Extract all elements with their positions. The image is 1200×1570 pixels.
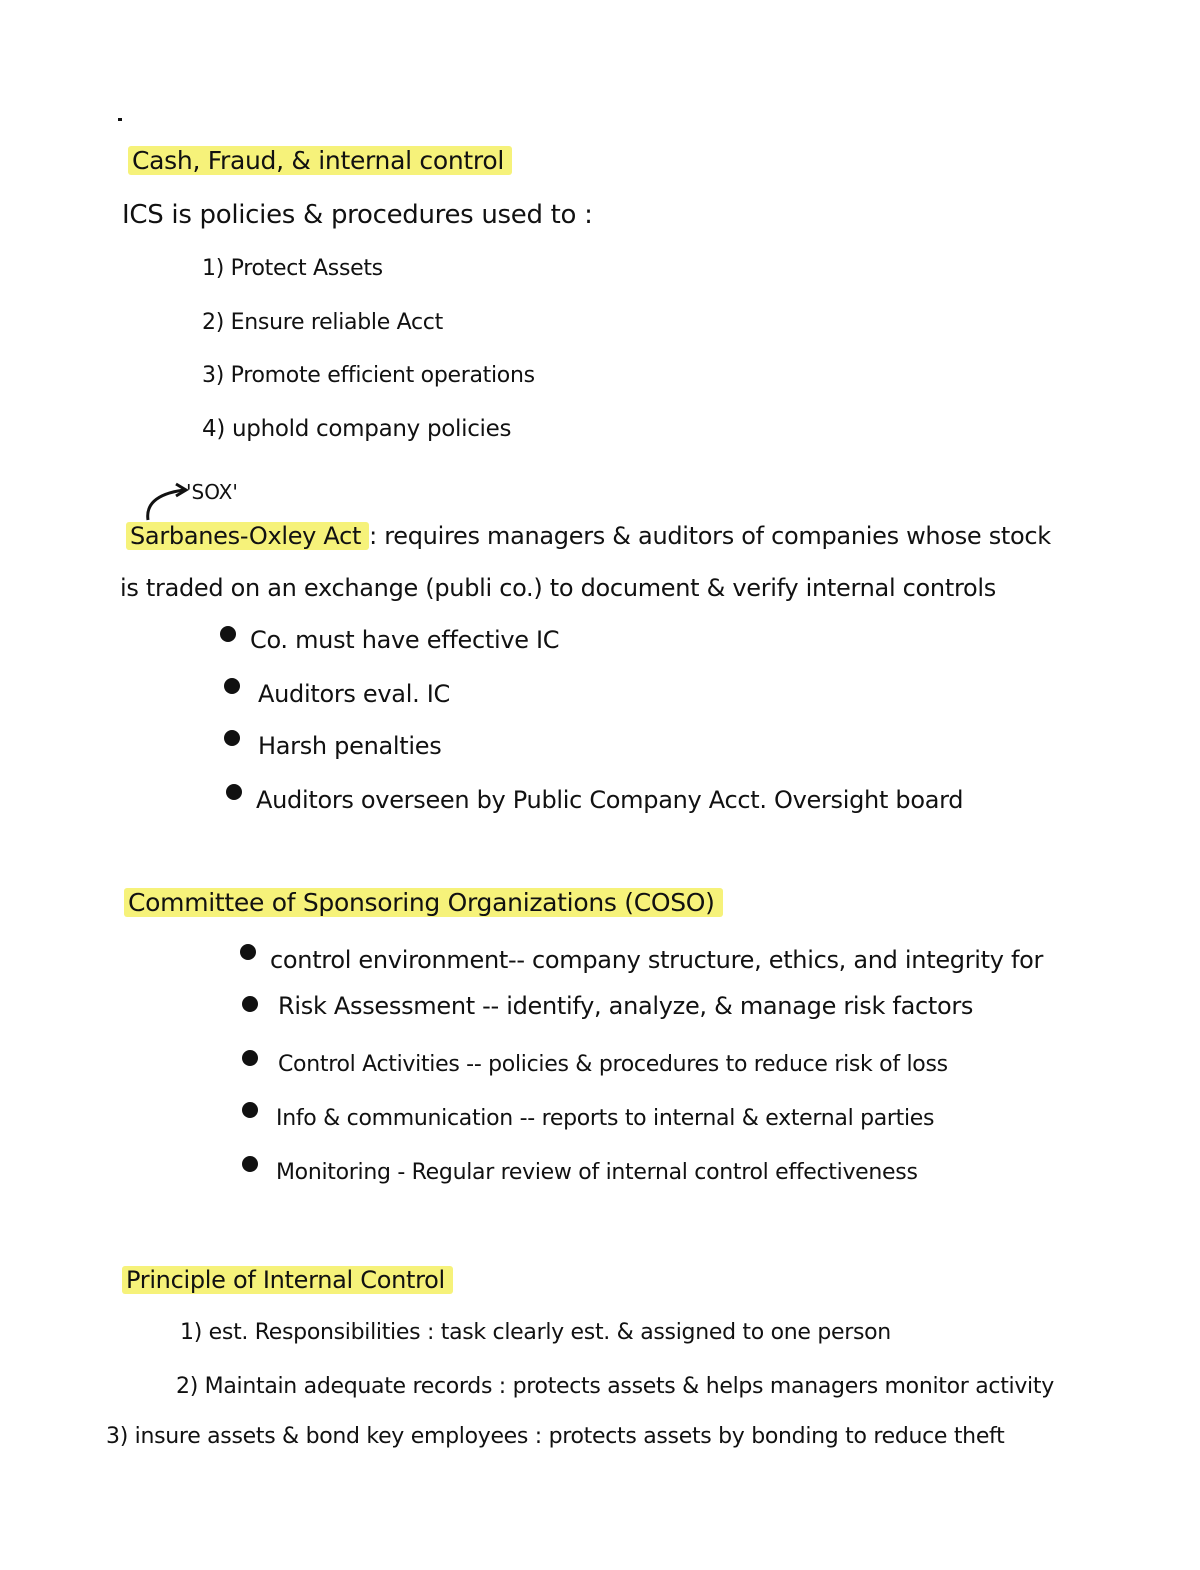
bullet-dot-icon xyxy=(224,678,240,694)
coso-bullet-5: Monitoring - Regular review of internal control effectiveness xyxy=(276,1160,918,1185)
ics-item-4: 4) uphold company policies xyxy=(202,416,512,442)
bullet-dot-icon xyxy=(242,1102,258,1118)
coso-bullet-1: control environment-- company structure, ethics, and integrity for xyxy=(270,946,1044,974)
stray-ink-mark xyxy=(118,118,122,121)
sox-text-1: : requires managers & auditors of companies whose stock xyxy=(369,522,1051,550)
section-title-principle: Principle of Internal Control xyxy=(122,1266,453,1295)
bullet-dot-icon xyxy=(224,730,240,746)
bullet-dot-icon xyxy=(240,944,256,960)
sox-bullet-4: Auditors overseen by Public Company Acct. Oversight board xyxy=(256,786,964,814)
sox-bullet-1: Co. must have effective IC xyxy=(250,626,560,654)
principle-item-3: 3) insure assets & bond key employees : protects assets by bonding to reduce theft xyxy=(106,1424,1005,1449)
bullet-dot-icon xyxy=(220,626,236,642)
bullet-dot-icon xyxy=(226,784,242,800)
ics-item-2: 2) Ensure reliable Acct xyxy=(202,310,443,335)
coso-bullet-4: Info & communication -- reports to internal & external parties xyxy=(276,1106,935,1131)
sox-line-1 xyxy=(126,522,1051,551)
sox-title: Sarbanes-Oxley Act xyxy=(126,522,369,550)
sox-text-2: is traded on an exchange (publi co.) to document & verify internal controls xyxy=(120,574,996,602)
principle-item-1: 1) est. Responsibilities : task clearly est. & assigned to one person xyxy=(180,1320,891,1345)
bullet-dot-icon xyxy=(242,1050,258,1066)
sox-annotation: 'SOX' xyxy=(186,480,238,504)
section-title-cash-fraud: Cash, Fraud, & internal control xyxy=(128,146,512,176)
bullet-dot-icon xyxy=(242,996,258,1012)
sox-bullet-3: Harsh penalties xyxy=(258,732,442,760)
sox-bullet-2: Auditors eval. IC xyxy=(258,680,450,708)
bullet-dot-icon xyxy=(242,1156,258,1172)
coso-bullet-2: Risk Assessment -- identify, analyze, & manage risk factors xyxy=(278,992,974,1020)
ics-item-1: 1) Protect Assets xyxy=(202,256,383,281)
coso-bullet-3: Control Activities -- policies & procedures to reduce risk of loss xyxy=(278,1052,948,1077)
ics-item-3: 3) Promote efficient operations xyxy=(202,363,535,388)
principle-item-2: 2) Maintain adequate records : protects assets & helps managers monitor activity xyxy=(176,1374,1054,1399)
ics-intro: ICS is policies & procedures used to : xyxy=(122,200,593,230)
section-title-coso: Committee of Sponsoring Organizations (COSO) xyxy=(124,888,723,918)
